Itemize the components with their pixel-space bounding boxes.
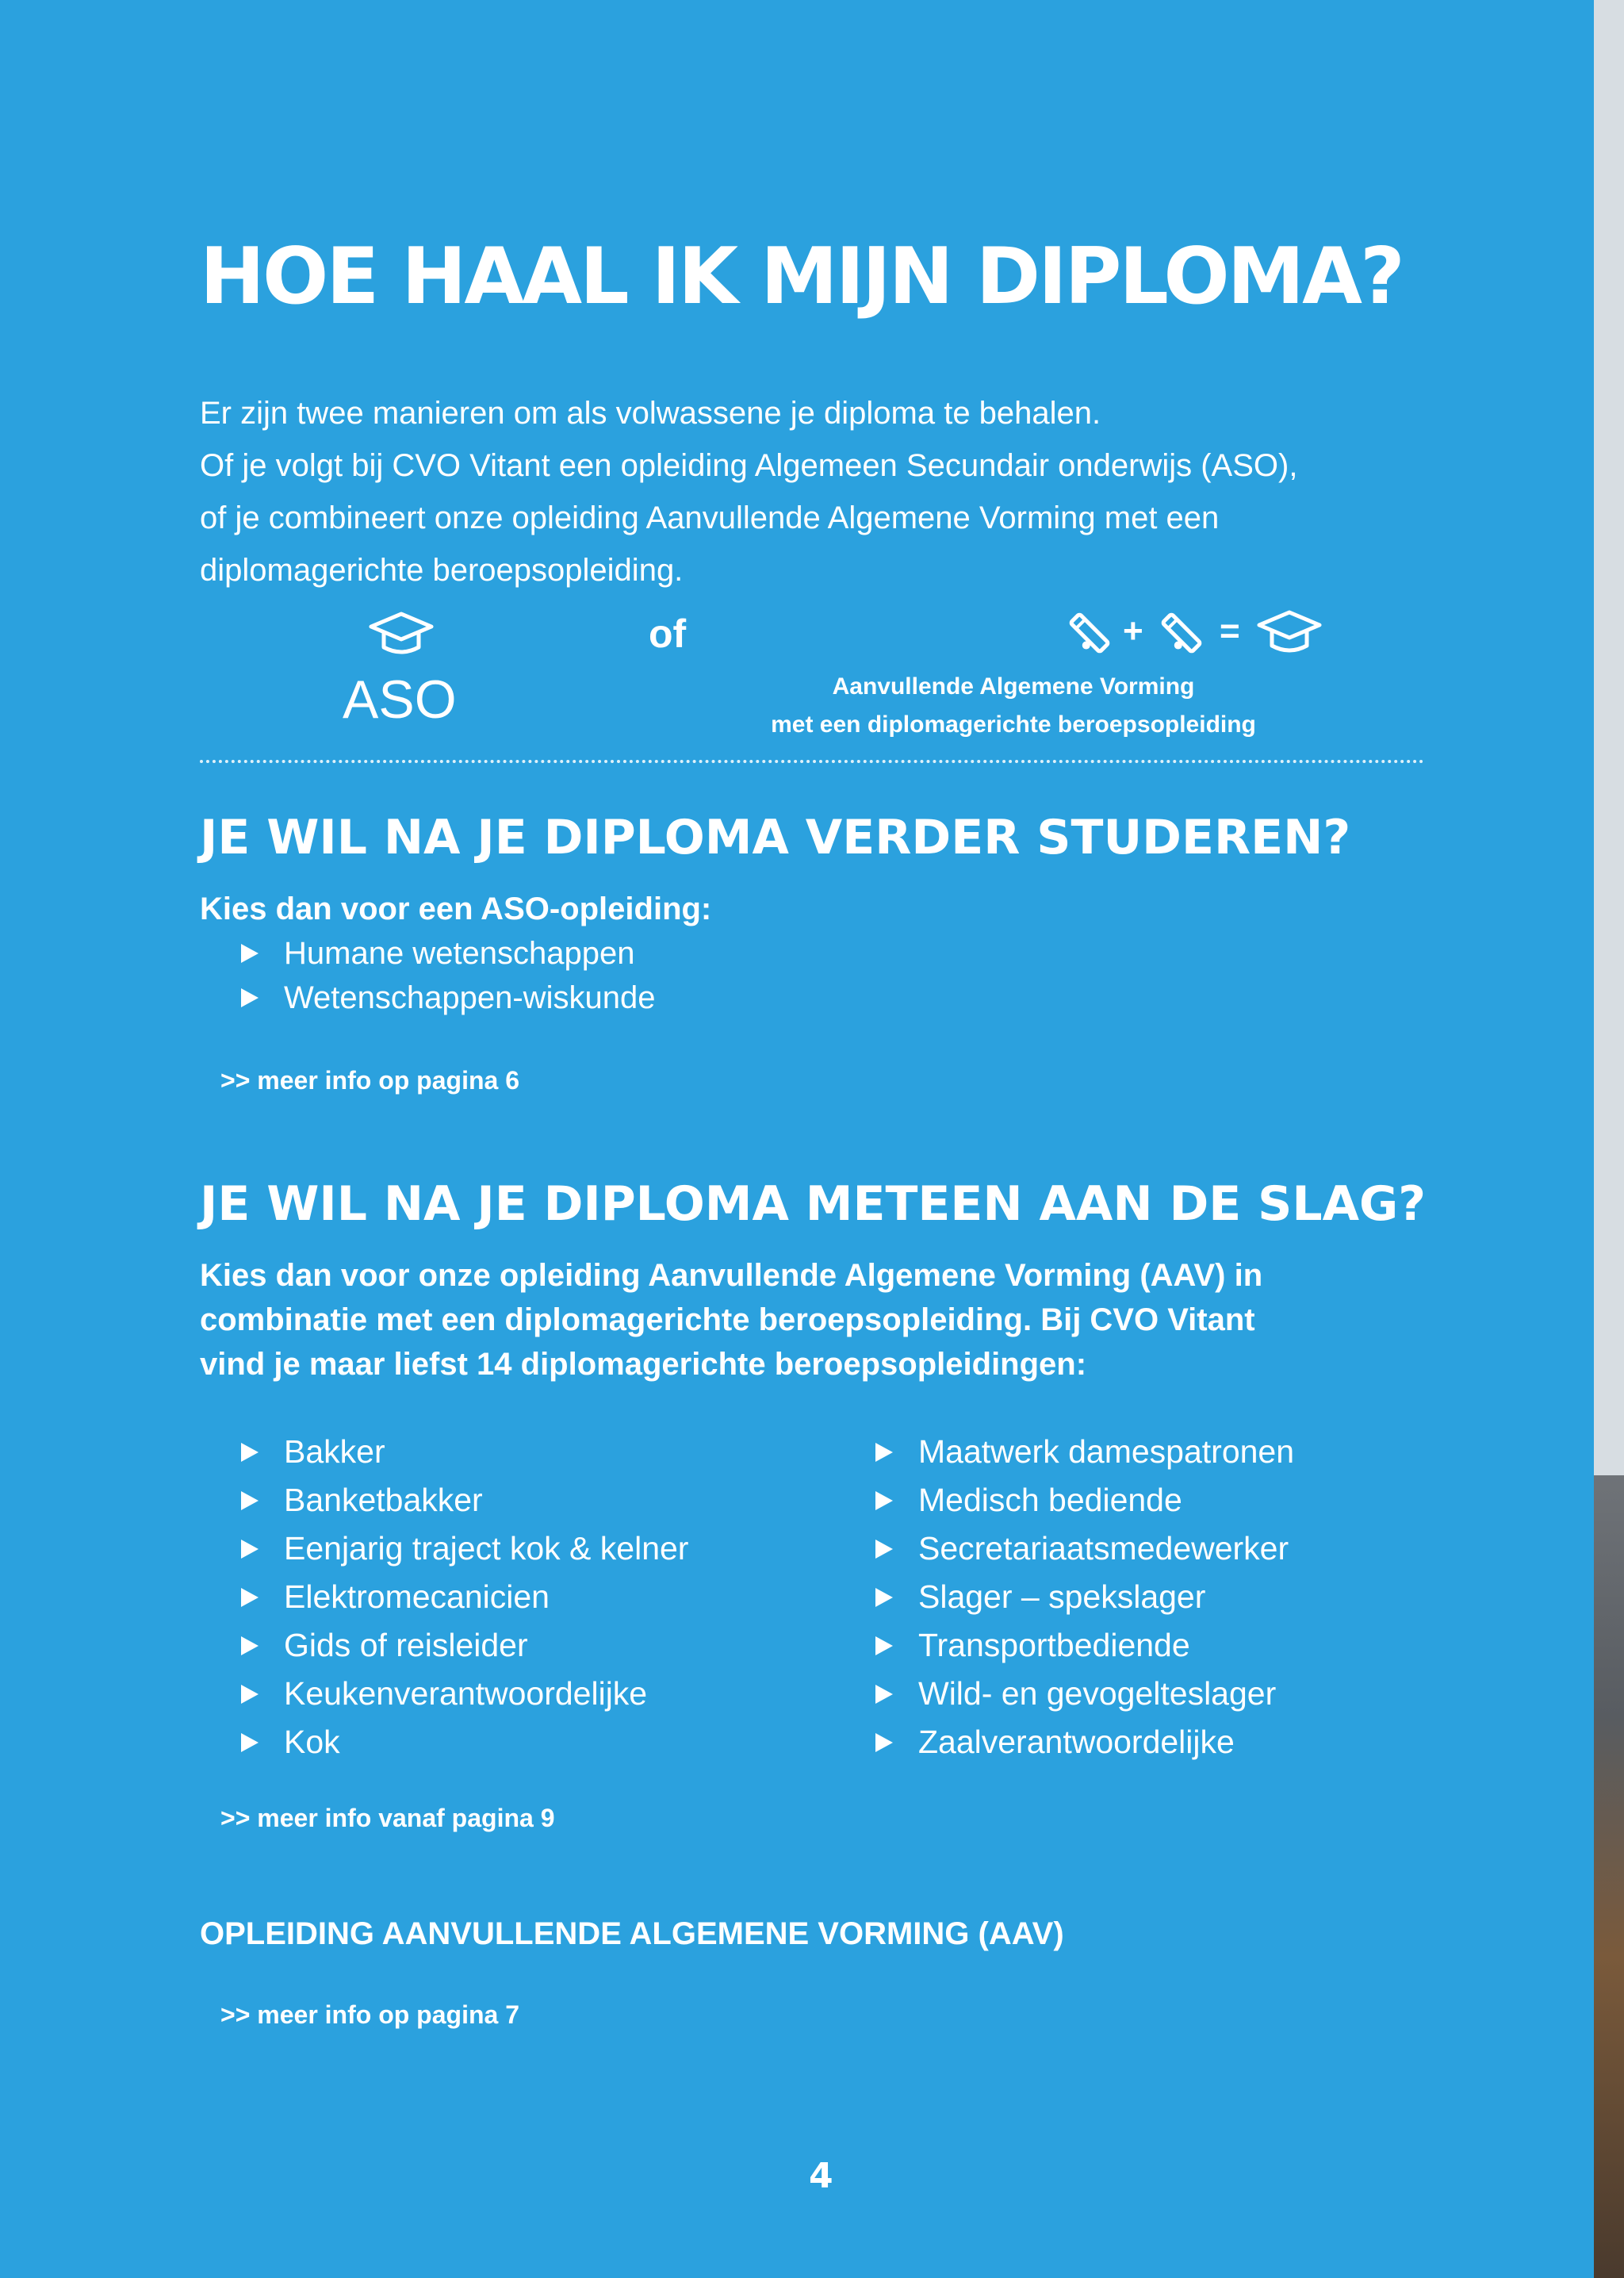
intro-line: diplomagerichte beroepsopleiding.	[200, 553, 684, 588]
intro-paragraph	[200, 387, 1437, 596]
aav-caption	[736, 668, 1291, 744]
list-item	[241, 1670, 688, 1718]
plus-sign: +	[1123, 612, 1143, 650]
section-heading-study: JE WIL NA JE DIPLOMA VERDER STUDEREN?	[200, 810, 1351, 865]
list-item-label: Wetenschappen-wiskunde	[284, 980, 656, 1015]
list-item	[241, 931, 655, 976]
bullet-triangle-icon	[241, 1588, 259, 1607]
list-item	[875, 1670, 1294, 1718]
aso-programme-list	[241, 931, 655, 1020]
list-item	[241, 1524, 688, 1573]
bullet-triangle-icon	[241, 1733, 259, 1752]
diploma-scroll-icon	[1064, 608, 1115, 658]
intro-line: Er zijn twee manieren om als volwassene je diploma te behalen.	[200, 396, 1101, 431]
intro-line: of je combineert onze opleiding Aanvullende Algemene Vorming met een	[200, 500, 1220, 535]
section-lead-work	[200, 1253, 1437, 1386]
lead-line: combinatie met een diplomagerichte beroepsopleiding. Bij CVO Vitant	[200, 1302, 1255, 1337]
bullet-triangle-icon	[241, 1636, 259, 1655]
list-item-label: Medisch bediende	[918, 1482, 1182, 1518]
bullet-triangle-icon	[875, 1588, 893, 1607]
list-item	[875, 1428, 1294, 1476]
list-item	[241, 1573, 688, 1621]
dotted-divider	[200, 760, 1424, 763]
list-item	[241, 1476, 688, 1524]
list-item-label: Banketbakker	[284, 1482, 483, 1518]
list-item-label: Kok	[284, 1724, 340, 1760]
list-item-label: Keukenverantwoordelijke	[284, 1675, 648, 1712]
list-item-label: Secretariaatsmedewerker	[918, 1530, 1289, 1567]
bullet-triangle-icon	[875, 1733, 893, 1752]
list-item	[241, 976, 655, 1020]
more-info-link: >> meer info vanaf pagina 9	[220, 1804, 555, 1832]
graduation-cap-icon	[368, 609, 435, 660]
graduation-cap-icon	[1256, 608, 1323, 658]
lead-line: vind je maar liefst 14 diplomagerichte beroepsopleidingen:	[200, 1347, 1087, 1382]
bullet-triangle-icon	[875, 1540, 893, 1559]
bullet-triangle-icon	[875, 1685, 893, 1704]
aav-caption-line: met een diplomagerichte beroepsopleiding	[771, 711, 1256, 738]
more-info-link: >> meer info op pagina 6	[220, 1066, 519, 1095]
list-item	[875, 1573, 1294, 1621]
list-item	[875, 1621, 1294, 1670]
list-item-label: Transportbediende	[918, 1627, 1190, 1663]
list-item-label: Humane wetenschappen	[284, 936, 635, 971]
list-item-label: Maatwerk damespatronen	[918, 1433, 1295, 1470]
diploma-scroll-icon	[1156, 608, 1207, 658]
bullet-triangle-icon	[241, 1443, 259, 1462]
adjacent-page-edge	[1594, 0, 1624, 2278]
list-item-label: Zaalverantwoordelijke	[918, 1724, 1235, 1760]
vocational-list-left	[241, 1428, 688, 1766]
list-item-label: Gids of reisleider	[284, 1627, 528, 1663]
list-item-label: Wild- en gevogelteslager	[918, 1675, 1277, 1712]
page-title: HOE HAAL IK MIJN DIPLOMA?	[200, 232, 1403, 322]
list-item-label: Elektromecanicien	[284, 1578, 550, 1615]
page-number: 4	[809, 2156, 833, 2196]
or-label: of	[649, 612, 687, 656]
section-lead-study: Kies dan voor een ASO-opleiding:	[200, 892, 712, 926]
bullet-triangle-icon	[241, 988, 259, 1007]
list-item-label: Bakker	[284, 1433, 385, 1470]
list-item	[241, 1621, 688, 1670]
list-item	[241, 1428, 688, 1476]
section-heading-aav: OPLEIDING AANVULLENDE ALGEMENE VORMING (AAV)	[200, 1916, 1064, 1951]
bullet-triangle-icon	[241, 1540, 259, 1559]
bullet-triangle-icon	[241, 944, 259, 963]
adjacent-page-photo	[1594, 1475, 1624, 2278]
list-item-label: Slager – spekslager	[918, 1578, 1206, 1615]
diploma-routes-visual	[200, 603, 1429, 746]
bullet-triangle-icon	[875, 1443, 893, 1462]
more-info-link: >> meer info op pagina 7	[220, 2000, 519, 2029]
bullet-triangle-icon	[875, 1491, 893, 1510]
list-item-label: Eenjarig traject kok & kelner	[284, 1530, 689, 1567]
bullet-triangle-icon	[875, 1636, 893, 1655]
section-heading-work: JE WIL NA JE DIPLOMA METEEN AAN DE SLAG?	[200, 1176, 1427, 1232]
list-item	[875, 1524, 1294, 1573]
intro-line: Of je volgt bij CVO Vitant een opleiding Algemeen Secundair onderwijs (ASO),	[200, 448, 1298, 483]
list-item	[241, 1718, 688, 1766]
vocational-list-right	[875, 1428, 1294, 1766]
aso-label: ASO	[343, 669, 457, 730]
equals-sign: =	[1220, 612, 1240, 650]
list-item	[875, 1476, 1294, 1524]
lead-line: Kies dan voor onze opleiding Aanvullende Algemene Vorming (AAV) in	[200, 1258, 1263, 1293]
list-item	[875, 1718, 1294, 1766]
bullet-triangle-icon	[241, 1685, 259, 1704]
aav-caption-line: Aanvullende Algemene Vorming	[832, 673, 1195, 700]
bullet-triangle-icon	[241, 1491, 259, 1510]
